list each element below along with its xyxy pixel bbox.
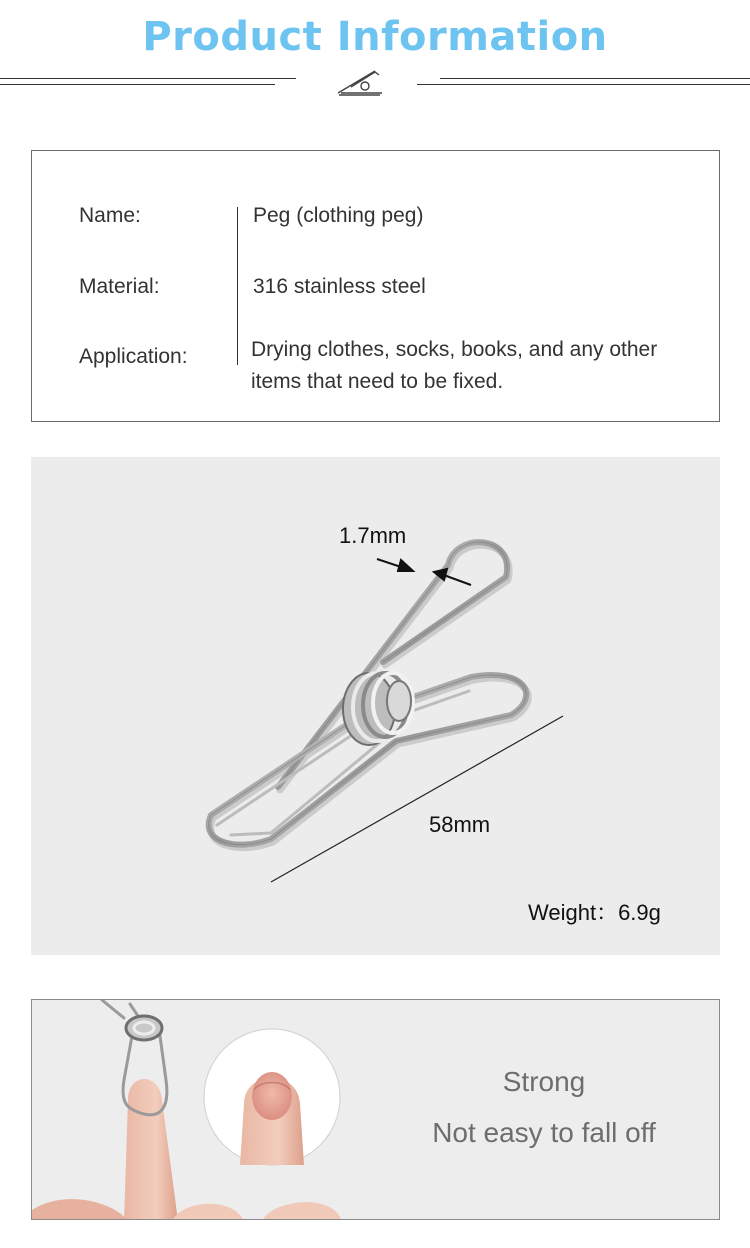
name-label: Name:: [79, 204, 141, 227]
spring-coil: [343, 673, 413, 745]
wire-thickness-label: 1.7mm: [339, 523, 407, 548]
application-value-line: Drying clothes, socks, books, and any other: [251, 338, 658, 361]
strength-panel: [31, 999, 720, 1220]
header-divider-right: [440, 78, 750, 79]
application-value-line: items that need to be fixed.: [251, 370, 504, 393]
column-divider: [237, 207, 238, 365]
material-label: Material:: [79, 275, 160, 298]
application-value: [251, 334, 721, 398]
name-value: Peg (clothing peg): [253, 204, 424, 227]
strength-subtitle: Not easy to fall off: [432, 1117, 656, 1148]
page-title: Product Information: [142, 14, 608, 60]
application-label: Application:: [79, 345, 188, 368]
clothes-peg-icon: [335, 66, 385, 103]
product-info-table: [31, 150, 720, 422]
header-divider-left: [0, 78, 296, 79]
weight-label: Weight：6.9g: [528, 900, 661, 925]
finger-clip-photo: [32, 1000, 720, 1220]
header-divider-right: [417, 84, 750, 85]
length-label: 58mm: [429, 812, 491, 837]
product-dimension-panel: [31, 457, 720, 955]
material-value: 316 stainless steel: [253, 275, 426, 298]
header-divider-left: [0, 84, 275, 85]
thickness-arrows: [377, 559, 471, 585]
strength-title: Strong: [502, 1066, 586, 1097]
